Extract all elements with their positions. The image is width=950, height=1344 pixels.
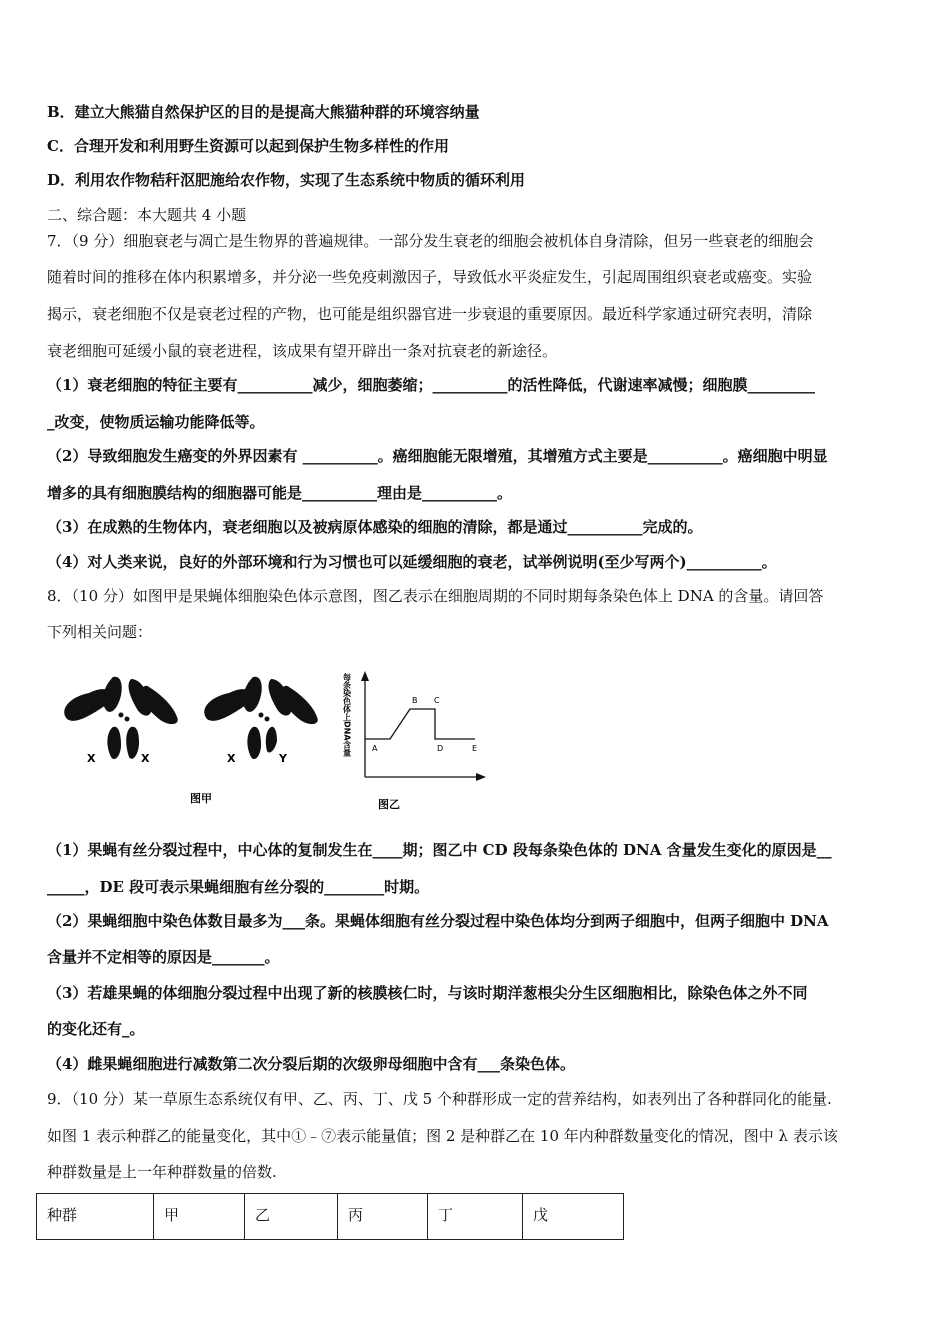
chart-point-e: E [472,744,478,753]
chart-point-b: B [412,696,418,705]
q8-part1-line-2: _____，DE 段可表示果蝇细胞有丝分裂的________时期。 [47,878,430,896]
q8-part2-line-2: 含量并不定相等的原因是_______。 [47,948,280,966]
karyotype-female [64,677,178,759]
q7-stem-line-1: 7．（9 分）细胞衰老与凋亡是生物界的普遍规律。一部分发生衰老的细胞会被机体自身清除，但另一些衰老的细胞会 [47,232,814,250]
chart-y-arrow [361,671,369,681]
q8-part4: （4）雌果蝇细胞进行减数第二次分裂后期的次级卵母细胞中含有___条染色体。 [47,1055,575,1073]
table-header-cell: 戊 [523,1194,624,1240]
karyotype-male-label-left: X [227,752,236,765]
chart-ylabel: 每条染色体上DNA含量 [342,673,352,757]
q7-part2-line-1: （2）导致细胞发生癌变的外界因素有 __________。癌细胞能无限增殖，其增殖方式主要是__________。癌细胞中明显 [47,447,828,465]
karyotype-female-label-left: X [87,752,96,765]
q7-stem-line-4: 衰老细胞可延缓小鼠的衰老进程，该成果有望开辟出一条对抗衰老的新途径。 [47,342,558,360]
q8-stem-line-2: 下列相关问题： [47,623,153,641]
table-header-cell: 丙 [338,1194,428,1240]
population-energy-table [36,1193,624,1240]
chart-x-arrow [476,773,486,781]
q8-part3-line-1: （3）若雄果蝇的体细胞分裂过程中出现了新的核膜核仁时，与该时期洋葱根尖分生区细胞相比，除染色体之外不同 [47,984,808,1002]
option-d: D．利用农作物秸秆沤肥施给农作物，实现了生态系统中物质的循环利用 [47,171,526,189]
q8-part2-line-1: （2）果蝇细胞中染色体数目最多为___条。果蝇体细胞有丝分裂过程中染色体均分到两子细胞中，但两子细胞中 DNA [47,912,829,930]
q9-stem-line-2: 如图 1 表示种群乙的能量变化，其中①﹣⑦表示能量值；图 2 是种群乙在 10 年内种群数量变化的情况，图中 λ 表示该 [47,1127,838,1145]
q8-part3-line-2: 的变化还有_。 [47,1020,145,1038]
chart-series-line [365,709,475,739]
karyotype-male [204,677,318,759]
q7-stem-line-3: 揭示，衰老细胞不仅是衰老过程的产物，也可能是组织器官进一步衰退的重要原因。最近科学家通过研究表明，清除 [47,305,813,323]
q7-part4: （4）对人类来说，良好的外部环境和行为习惯也可以延缓细胞的衰老，试举例说明(至少写两个)__________。 [47,553,777,571]
figure-chromosome-karyotype [55,665,345,815]
figure-jia-caption: 图甲 [190,792,212,805]
q9-stem-line-3: 种群数量是上一年种群数量的倍数. [47,1163,277,1181]
chart-point-c: C [434,696,440,705]
karyotype-female-label-right: X [141,752,150,765]
table-header-cell: 乙 [245,1194,338,1240]
q7-part3: （3）在成熟的生物体内，衰老细胞以及被病原体感染的细胞的清除，都是通过__________完成的。 [47,518,703,536]
table-header-cell: 种群 [37,1194,154,1240]
section-heading: 二、综合题：本大题共 4 小题 [47,206,247,224]
figure-dna-content-chart [340,665,500,817]
figure-yi-caption: 图乙 [378,798,400,811]
q7-part1-line-1: （1）衰老细胞的特征主要有__________减少，细胞萎缩；__________的活性降低，代谢速率减慢；细胞膜_________ [47,376,815,394]
q7-part1-line-2: _改变，使物质运输功能降低等。 [47,413,265,431]
q7-part2-line-2: 增多的具有细胞膜结构的细胞器可能是__________理由是__________。 [47,484,513,502]
table-header-cell: 丁 [428,1194,523,1240]
q8-part1-line-1: （1）果蝇有丝分裂过程中，中心体的复制发生在____期；图乙中 CD 段每条染色体的 DNA 含量发生变化的原因是__ [47,841,832,859]
chart-point-a: A [372,744,378,753]
q8-stem-line-1: 8．（10 分）如图甲是果蝇体细胞染色体示意图，图乙表示在细胞周期的不同时期每条染色体上 DNA 的含量。请回答 [47,587,824,605]
chart-point-d: D [437,744,444,753]
table-header-cell: 甲 [154,1194,245,1240]
q7-stem-line-2: 随着时间的推移在体内积累增多，并分泌一些免疫刺激因子，导致低水平炎症发生，引起周围组织衰老或癌变。实验 [47,268,813,286]
option-b: B．建立大熊猫自然保护区的目的是提高大熊猫种群的环境容纳量 [47,103,480,121]
option-c: C．合理开发和利用野生资源可以起到保护生物多样性的作用 [47,137,449,155]
table-row [37,1194,624,1240]
karyotype-male-label-right: Y [279,752,287,765]
q9-stem-line-1: 9．（10 分）某一草原生态系统仅有甲、乙、丙、丁、戊 5 个种群形成一定的营养结构，如表列出了各种群同化的能量. [47,1090,832,1108]
